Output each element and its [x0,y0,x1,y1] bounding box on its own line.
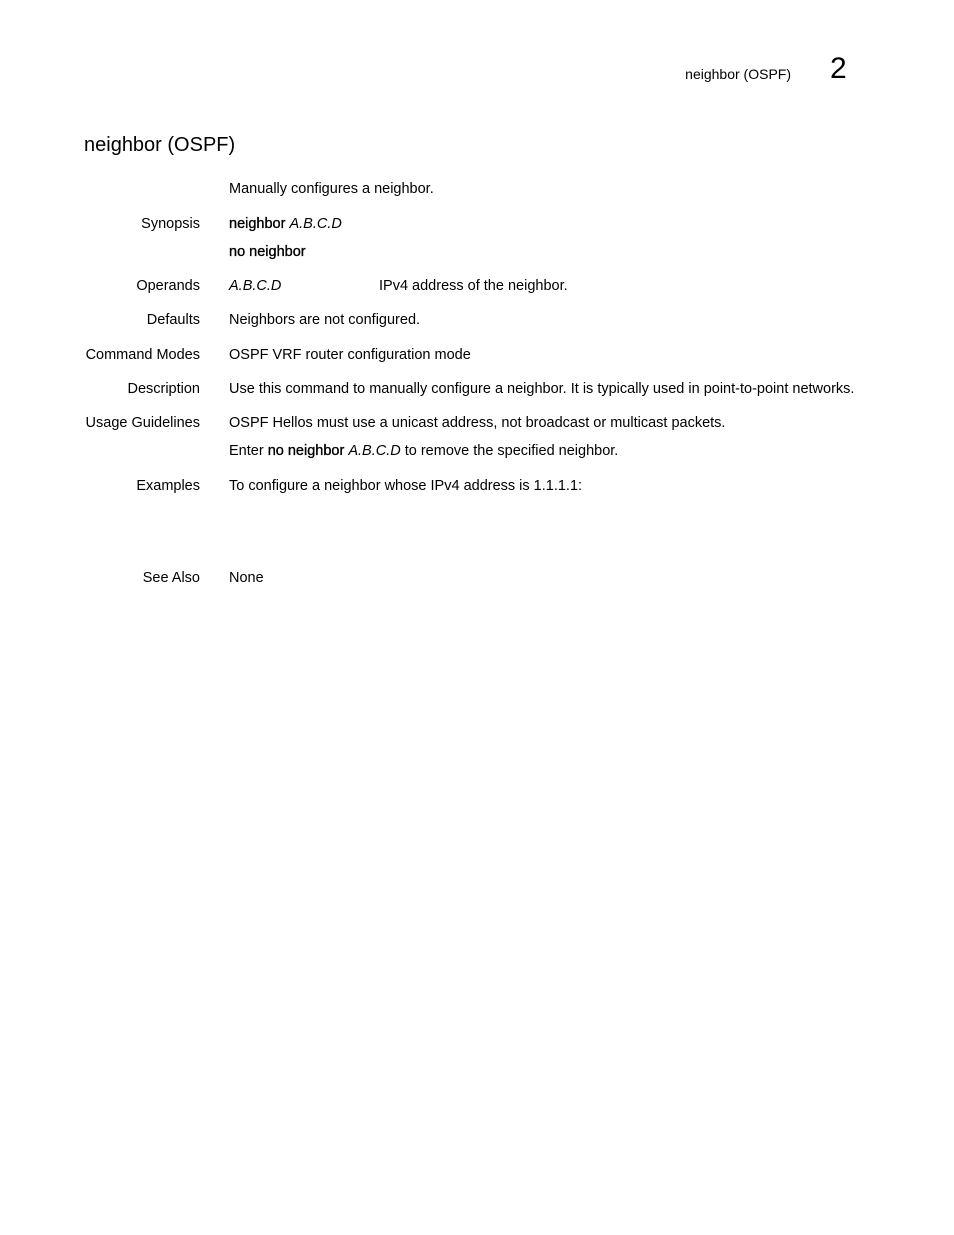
defaults-text: Neighbors are not configured. [229,312,421,328]
synopsis-keyword: neighbor [229,216,286,232]
usage-guidelines-line-2 [229,443,618,459]
usage-line-argument: A.B.C.D [348,443,401,459]
operand-description: IPv4 address of the neighbor. [379,278,568,294]
examples-text: To configure a neighbor whose IPv4 address is 1.1.1.1: [229,478,583,494]
running-title: neighbor (OSPF) [685,66,791,82]
command-modes-label: Command Modes [85,347,200,363]
synopsis-line-2 [229,244,306,260]
examples-label: Examples [136,478,200,494]
operand-name: A.B.C.D [229,278,282,294]
usage-line-prefix: Enter [229,443,264,459]
chapter-number: 2 [830,52,847,85]
usage-guidelines-line-1: OSPF Hellos must use a unicast address, not broadcast or multicast packets. [229,415,726,431]
description-label: Description [127,381,200,397]
synopsis-label: Synopsis [141,216,200,232]
operands-label: Operands [136,278,200,294]
defaults-label: Defaults [146,312,200,328]
intro-text: Manually configures a neighbor. [229,181,434,197]
description-text: Use this command to manually configure a neighbor. It is typically used in point-to-point networks. [229,381,855,397]
usage-line-keyword: no neighbor [267,443,345,459]
see-also-text: None [229,570,264,586]
usage-line-suffix: to remove the specified neighbor. [404,443,619,459]
see-also-label: See Also [142,570,200,586]
synopsis-argument: A.B.C.D [289,216,342,232]
usage-guidelines-label: Usage Guidelines [85,415,200,431]
command-modes-text: OSPF VRF router configuration mode [229,347,471,363]
synopsis-no-keyword: no neighbor [229,244,306,260]
synopsis-line-1 [229,216,342,232]
page-title: neighbor (OSPF) [84,134,236,156]
